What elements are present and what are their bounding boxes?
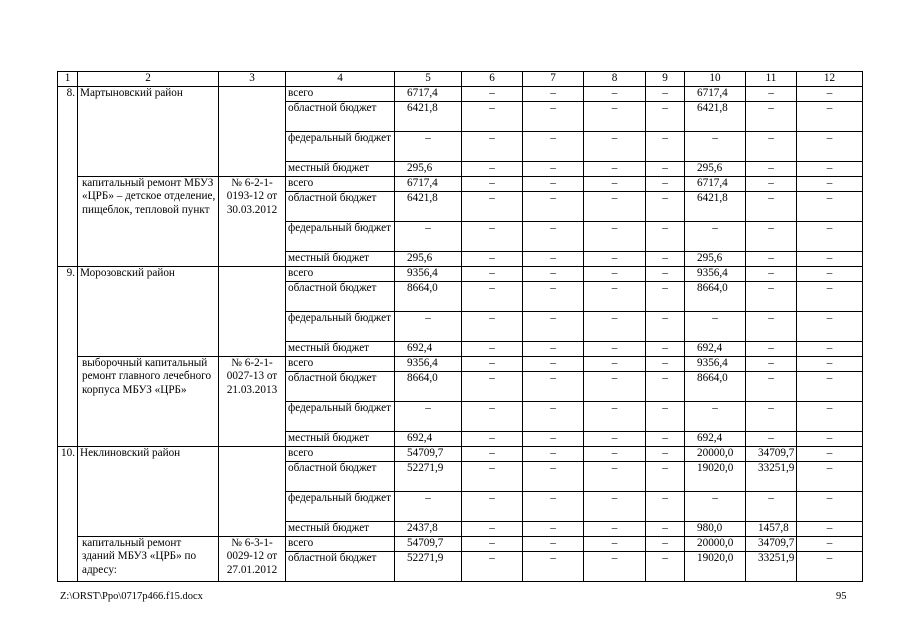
amount-cell: – bbox=[646, 281, 685, 311]
amount-cell: – bbox=[646, 161, 685, 176]
amount-cell: – bbox=[646, 401, 685, 431]
amount-cell: – bbox=[797, 266, 863, 281]
amount-cell: – bbox=[584, 101, 646, 131]
amount-cell: – bbox=[523, 251, 584, 266]
document-reference bbox=[219, 446, 286, 536]
amount-cell: – bbox=[462, 371, 523, 401]
amount-cell: 54709,7 bbox=[395, 536, 462, 551]
budget-source-label: местный бюджет bbox=[286, 161, 395, 176]
amount-cell: – bbox=[523, 221, 584, 251]
amount-cell: – bbox=[395, 221, 462, 251]
amount-cell: 8664,0 bbox=[395, 371, 462, 401]
amount-cell: – bbox=[646, 446, 685, 461]
amount-cell: – bbox=[395, 491, 462, 521]
budget-table bbox=[57, 71, 863, 582]
amount-cell: – bbox=[685, 401, 746, 431]
amount-cell: – bbox=[462, 266, 523, 281]
amount-cell: – bbox=[746, 191, 797, 221]
amount-cell: 6421,8 bbox=[395, 101, 462, 131]
amount-cell: – bbox=[746, 251, 797, 266]
amount-cell: 9356,4 bbox=[395, 266, 462, 281]
document-reference bbox=[219, 266, 286, 356]
object-row bbox=[58, 536, 863, 551]
amount-cell: 1457,8 bbox=[746, 521, 797, 536]
amount-cell: – bbox=[746, 491, 797, 521]
amount-cell: – bbox=[523, 461, 584, 491]
amount-cell: – bbox=[746, 281, 797, 311]
amount-cell: – bbox=[523, 131, 584, 161]
amount-cell: 6421,8 bbox=[685, 101, 746, 131]
column-number-cell: 2 bbox=[78, 72, 219, 87]
budget-source-label: всего bbox=[286, 446, 395, 461]
amount-cell: – bbox=[462, 131, 523, 161]
amount-cell: – bbox=[462, 521, 523, 536]
budget-source-label: всего bbox=[286, 536, 395, 551]
page-number: 95 bbox=[836, 591, 847, 602]
row-number: 10. bbox=[58, 446, 78, 581]
amount-cell: – bbox=[646, 551, 685, 581]
amount-cell: – bbox=[797, 281, 863, 311]
amount-cell: – bbox=[523, 101, 584, 131]
budget-source-label: областной бюджет bbox=[286, 101, 395, 131]
amount-cell: – bbox=[395, 311, 462, 341]
district-name: Морозовский район bbox=[78, 266, 219, 356]
amount-cell: – bbox=[462, 161, 523, 176]
amount-cell: – bbox=[646, 176, 685, 191]
amount-cell: – bbox=[462, 461, 523, 491]
amount-cell: 8664,0 bbox=[685, 371, 746, 401]
amount-cell: 692,4 bbox=[395, 431, 462, 446]
amount-cell: – bbox=[746, 266, 797, 281]
amount-cell: 8664,0 bbox=[395, 281, 462, 311]
amount-cell: – bbox=[462, 551, 523, 581]
amount-cell: 6717,4 bbox=[395, 86, 462, 101]
object-name: капитальный ремонт зданий МБУЗ «ЦРБ» по адресу: bbox=[78, 536, 219, 581]
amount-cell: – bbox=[685, 131, 746, 161]
amount-cell: 6717,4 bbox=[685, 176, 746, 191]
amount-cell: 33251,9 bbox=[746, 461, 797, 491]
amount-cell: – bbox=[746, 311, 797, 341]
amount-cell: – bbox=[646, 491, 685, 521]
budget-source-label: местный бюджет bbox=[286, 341, 395, 356]
amount-cell: – bbox=[523, 191, 584, 221]
district-name: Неклиновский район bbox=[78, 446, 219, 536]
amount-cell: – bbox=[646, 356, 685, 371]
budget-source-label: областной бюджет bbox=[286, 371, 395, 401]
amount-cell: 692,4 bbox=[395, 341, 462, 356]
amount-cell: – bbox=[746, 161, 797, 176]
amount-cell: 6717,4 bbox=[685, 86, 746, 101]
amount-cell: – bbox=[584, 446, 646, 461]
amount-cell: – bbox=[797, 401, 863, 431]
amount-cell: 980,0 bbox=[685, 521, 746, 536]
column-number-cell: 9 bbox=[646, 72, 685, 87]
column-number-cell: 12 bbox=[797, 72, 863, 87]
amount-cell: – bbox=[746, 356, 797, 371]
amount-cell: – bbox=[523, 551, 584, 581]
district-row bbox=[58, 446, 863, 461]
budget-source-label: областной бюджет bbox=[286, 551, 395, 581]
amount-cell: – bbox=[462, 101, 523, 131]
amount-cell: – bbox=[685, 491, 746, 521]
amount-cell: – bbox=[462, 191, 523, 221]
amount-cell: – bbox=[746, 371, 797, 401]
amount-cell: – bbox=[646, 266, 685, 281]
amount-cell: – bbox=[797, 461, 863, 491]
amount-cell: 19020,0 bbox=[685, 461, 746, 491]
amount-cell: – bbox=[797, 356, 863, 371]
amount-cell: – bbox=[646, 341, 685, 356]
document-reference: № 6-3-1-0029-12 от 27.01.2012 bbox=[219, 536, 286, 581]
amount-cell: 33251,9 bbox=[746, 551, 797, 581]
amount-cell: – bbox=[797, 101, 863, 131]
amount-cell: – bbox=[462, 491, 523, 521]
amount-cell: 34709,7 bbox=[746, 536, 797, 551]
budget-source-label: областной бюджет bbox=[286, 281, 395, 311]
amount-cell: – bbox=[462, 176, 523, 191]
amount-cell: – bbox=[797, 311, 863, 341]
amount-cell: 6421,8 bbox=[685, 191, 746, 221]
amount-cell: – bbox=[646, 431, 685, 446]
amount-cell: – bbox=[746, 131, 797, 161]
budget-source-label: федеральный бюджет bbox=[286, 491, 395, 521]
file-path: Z:\ORST\Ppo\0717p466.f15.docx bbox=[60, 591, 203, 602]
amount-cell: – bbox=[646, 371, 685, 401]
budget-source-label: местный бюджет bbox=[286, 521, 395, 536]
object-row bbox=[58, 356, 863, 371]
amount-cell: – bbox=[797, 551, 863, 581]
amount-cell: 295,6 bbox=[395, 161, 462, 176]
amount-cell: – bbox=[646, 311, 685, 341]
amount-cell: – bbox=[797, 341, 863, 356]
amount-cell: – bbox=[462, 341, 523, 356]
amount-cell: – bbox=[462, 221, 523, 251]
amount-cell: – bbox=[523, 371, 584, 401]
amount-cell: 8664,0 bbox=[685, 281, 746, 311]
amount-cell: – bbox=[523, 161, 584, 176]
amount-cell: – bbox=[584, 461, 646, 491]
document-reference: № 6-2-1-0027-13 от 21.03.2013 bbox=[219, 356, 286, 446]
amount-cell: – bbox=[584, 86, 646, 101]
column-number-cell: 3 bbox=[219, 72, 286, 87]
amount-cell: – bbox=[584, 221, 646, 251]
document-reference: № 6-2-1-0193-12 от 30.03.2012 bbox=[219, 176, 286, 266]
amount-cell: 34709,7 bbox=[746, 446, 797, 461]
amount-cell: – bbox=[462, 536, 523, 551]
amount-cell: – bbox=[462, 401, 523, 431]
amount-cell: – bbox=[685, 221, 746, 251]
amount-cell: – bbox=[584, 131, 646, 161]
amount-cell: – bbox=[584, 401, 646, 431]
budget-source-label: федеральный бюджет bbox=[286, 311, 395, 341]
district-name: Мартыновский район bbox=[78, 86, 219, 176]
amount-cell: 295,6 bbox=[685, 251, 746, 266]
object-row bbox=[58, 176, 863, 191]
amount-cell: 6717,4 bbox=[395, 176, 462, 191]
amount-cell: – bbox=[462, 446, 523, 461]
amount-cell: – bbox=[746, 86, 797, 101]
amount-cell: – bbox=[584, 161, 646, 176]
amount-cell: 20000,0 bbox=[685, 446, 746, 461]
amount-cell: – bbox=[646, 131, 685, 161]
amount-cell: – bbox=[797, 131, 863, 161]
budget-source-label: всего bbox=[286, 356, 395, 371]
amount-cell: 295,6 bbox=[395, 251, 462, 266]
amount-cell: – bbox=[797, 251, 863, 266]
amount-cell: – bbox=[462, 251, 523, 266]
amount-cell: 2437,8 bbox=[395, 521, 462, 536]
amount-cell: – bbox=[584, 521, 646, 536]
amount-cell: 295,6 bbox=[685, 161, 746, 176]
amount-cell: – bbox=[797, 371, 863, 401]
amount-cell: – bbox=[646, 191, 685, 221]
amount-cell: 52271,9 bbox=[395, 551, 462, 581]
amount-cell: – bbox=[462, 86, 523, 101]
amount-cell: 9356,4 bbox=[685, 266, 746, 281]
column-number-cell: 7 bbox=[523, 72, 584, 87]
amount-cell: – bbox=[646, 461, 685, 491]
amount-cell: – bbox=[523, 341, 584, 356]
amount-cell: – bbox=[523, 266, 584, 281]
row-number: 8. bbox=[58, 86, 78, 266]
amount-cell: – bbox=[797, 191, 863, 221]
amount-cell: – bbox=[646, 86, 685, 101]
amount-cell: – bbox=[584, 311, 646, 341]
amount-cell: – bbox=[646, 251, 685, 266]
column-number-cell: 1 bbox=[58, 72, 78, 87]
amount-cell: – bbox=[797, 446, 863, 461]
budget-source-label: всего bbox=[286, 176, 395, 191]
amount-cell: – bbox=[584, 266, 646, 281]
amount-cell: 692,4 bbox=[685, 431, 746, 446]
budget-source-label: областной бюджет bbox=[286, 191, 395, 221]
amount-cell: – bbox=[746, 431, 797, 446]
object-name: выборочный капитальный ремонт главного лечебного корпуса МБУЗ «ЦРБ» bbox=[78, 356, 219, 446]
amount-cell: – bbox=[584, 341, 646, 356]
amount-cell: – bbox=[584, 551, 646, 581]
document-reference bbox=[219, 86, 286, 176]
amount-cell: 692,4 bbox=[685, 341, 746, 356]
amount-cell: – bbox=[746, 401, 797, 431]
district-row bbox=[58, 86, 863, 101]
amount-cell: – bbox=[462, 431, 523, 446]
amount-cell: – bbox=[523, 311, 584, 341]
amount-cell: – bbox=[523, 86, 584, 101]
amount-cell: – bbox=[746, 101, 797, 131]
amount-cell: – bbox=[523, 521, 584, 536]
amount-cell: – bbox=[584, 191, 646, 221]
amount-cell: – bbox=[746, 176, 797, 191]
budget-source-label: федеральный бюджет bbox=[286, 221, 395, 251]
amount-cell: – bbox=[395, 401, 462, 431]
amount-cell: – bbox=[584, 536, 646, 551]
amount-cell: – bbox=[746, 341, 797, 356]
budget-source-label: всего bbox=[286, 86, 395, 101]
budget-source-label: областной бюджет bbox=[286, 461, 395, 491]
amount-cell: – bbox=[797, 536, 863, 551]
budget-source-label: местный бюджет bbox=[286, 431, 395, 446]
column-number-cell: 10 bbox=[685, 72, 746, 87]
amount-cell: – bbox=[646, 521, 685, 536]
column-number-row bbox=[58, 72, 863, 87]
amount-cell: – bbox=[462, 356, 523, 371]
budget-source-label: всего bbox=[286, 266, 395, 281]
amount-cell: – bbox=[685, 311, 746, 341]
row-number: 9. bbox=[58, 266, 78, 446]
amount-cell: – bbox=[797, 176, 863, 191]
amount-cell: 54709,7 bbox=[395, 446, 462, 461]
amount-cell: – bbox=[797, 161, 863, 176]
amount-cell: 6421,8 bbox=[395, 191, 462, 221]
amount-cell: – bbox=[797, 491, 863, 521]
amount-cell: – bbox=[523, 431, 584, 446]
amount-cell: – bbox=[646, 101, 685, 131]
amount-cell: – bbox=[584, 371, 646, 401]
amount-cell: – bbox=[523, 491, 584, 521]
amount-cell: – bbox=[797, 431, 863, 446]
amount-cell: – bbox=[584, 356, 646, 371]
amount-cell: – bbox=[746, 221, 797, 251]
amount-cell: 20000,0 bbox=[685, 536, 746, 551]
amount-cell: – bbox=[523, 401, 584, 431]
amount-cell: – bbox=[523, 281, 584, 311]
amount-cell: – bbox=[523, 356, 584, 371]
budget-source-label: местный бюджет bbox=[286, 251, 395, 266]
budget-source-label: федеральный бюджет bbox=[286, 401, 395, 431]
amount-cell: – bbox=[584, 176, 646, 191]
budget-source-label: федеральный бюджет bbox=[286, 131, 395, 161]
amount-cell: – bbox=[523, 536, 584, 551]
amount-cell: – bbox=[462, 311, 523, 341]
column-number-cell: 6 bbox=[462, 72, 523, 87]
amount-cell: – bbox=[797, 221, 863, 251]
amount-cell: – bbox=[584, 281, 646, 311]
column-number-cell: 4 bbox=[286, 72, 395, 87]
amount-cell: – bbox=[395, 131, 462, 161]
amount-cell: – bbox=[584, 431, 646, 446]
amount-cell: – bbox=[584, 491, 646, 521]
amount-cell: – bbox=[646, 221, 685, 251]
amount-cell: – bbox=[646, 536, 685, 551]
column-number-cell: 11 bbox=[746, 72, 797, 87]
amount-cell: 9356,4 bbox=[685, 356, 746, 371]
object-name: капитальный ремонт МБУЗ «ЦРБ» – детское отделение, пищеблок, тепловой пункт bbox=[78, 176, 219, 266]
table-body bbox=[58, 72, 863, 582]
district-row bbox=[58, 266, 863, 281]
amount-cell: – bbox=[462, 281, 523, 311]
amount-cell: 52271,9 bbox=[395, 461, 462, 491]
amount-cell: – bbox=[797, 86, 863, 101]
amount-cell: – bbox=[523, 176, 584, 191]
amount-cell: 9356,4 bbox=[395, 356, 462, 371]
amount-cell: – bbox=[797, 521, 863, 536]
column-number-cell: 8 bbox=[584, 72, 646, 87]
amount-cell: 19020,0 bbox=[685, 551, 746, 581]
column-number-cell: 5 bbox=[395, 72, 462, 87]
amount-cell: – bbox=[523, 446, 584, 461]
amount-cell: – bbox=[584, 251, 646, 266]
